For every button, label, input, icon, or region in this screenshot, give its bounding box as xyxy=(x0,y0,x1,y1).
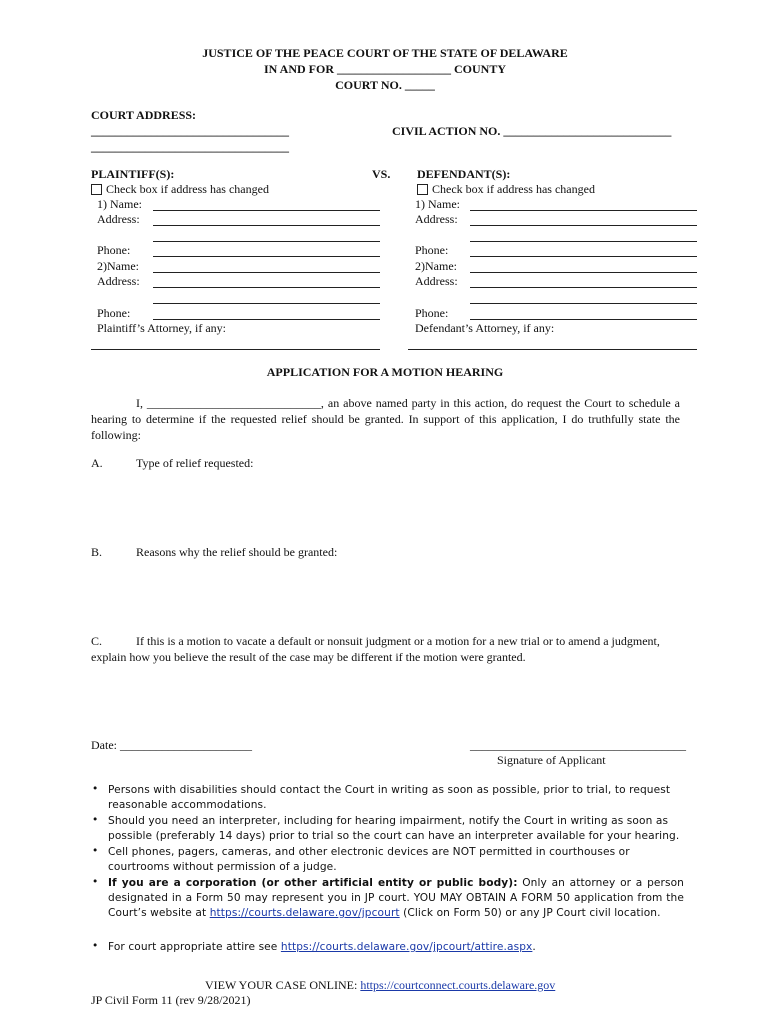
defendant-address2-field-2[interactable] xyxy=(470,303,697,304)
section-b-text: Reasons why the relief should be granted: xyxy=(136,545,338,559)
plaintiff-address1-field[interactable] xyxy=(153,225,380,226)
bullet-icon: • xyxy=(92,814,99,826)
plaintiff-address-changed[interactable] xyxy=(91,182,269,197)
bullet-icon: • xyxy=(92,845,99,857)
plaintiff-phone2-field[interactable] xyxy=(153,319,380,320)
defendant-checkbox-label: Check box if address has changed xyxy=(432,182,595,196)
attire-link[interactable]: https://courts.delaware.gov/jpcourt/attire.aspx xyxy=(280,941,533,953)
defendant-phone2-label: Phone: xyxy=(415,306,449,320)
notice-corporation-bold: If you are a corporation (or other artificial entity or public body): xyxy=(108,877,518,889)
county-line: IN AND FOR ___________________ COUNTY xyxy=(263,62,506,76)
plaintiff-name2-field[interactable] xyxy=(153,272,380,273)
jpcourt-link[interactable]: https://courts.delaware.gov/jpcourt xyxy=(209,907,400,919)
defendant-checkbox[interactable] xyxy=(417,184,428,195)
defendant-name2-label: 2)Name: xyxy=(415,259,457,273)
defendant-heading: DEFENDANT(S): xyxy=(417,167,511,181)
view-case-online: VIEW YOUR CASE ONLINE: https://courtconnect.courts.delaware.gov xyxy=(205,978,556,992)
defendant-attorney-field[interactable] xyxy=(408,349,697,350)
bullet-icon: • xyxy=(92,783,99,795)
plaintiff-address2-field[interactable] xyxy=(153,287,380,288)
plaintiff-address2-field-2[interactable] xyxy=(153,303,380,304)
defendant-name1-field[interactable] xyxy=(470,210,697,211)
courtconnect-link[interactable]: https://courtconnect.courts.delaware.gov xyxy=(360,978,556,992)
court-number-line: COURT NO. _____ xyxy=(335,78,435,92)
plaintiff-address1-field-2[interactable] xyxy=(153,241,380,242)
defendant-address1-field-2[interactable] xyxy=(470,241,697,242)
bullet-icon: • xyxy=(92,940,99,952)
signature-label: Signature of Applicant xyxy=(497,753,606,767)
bullet-icon: • xyxy=(92,876,99,888)
plaintiff-attorney-label: Plaintiff’s Attorney, if any: xyxy=(97,321,226,335)
defendant-phone1-label: Phone: xyxy=(415,243,449,257)
section-a-label: A. xyxy=(91,456,103,470)
defendant-address1-label: Address: xyxy=(415,212,458,226)
court-title: JUSTICE OF THE PEACE COURT OF THE STATE OF DELAWARE xyxy=(202,46,568,60)
defendant-phone1-field[interactable] xyxy=(470,256,697,257)
section-a-text: Type of relief requested: xyxy=(136,456,254,470)
signature-line[interactable]: ____________________________________ xyxy=(470,738,686,752)
defendant-attorney-label: Defendant’s Attorney, if any: xyxy=(415,321,555,335)
plaintiff-checkbox-label: Check box if address has changed xyxy=(106,182,269,196)
defendant-address1-field[interactable] xyxy=(470,225,697,226)
application-intro: I, _____________________________, an above named party in this action, do request the Court to schedule a hearing to determine if the requested relief should be granted. In support of this application, I do truthfully state the following: xyxy=(91,396,680,442)
section-c-label: C. xyxy=(91,634,103,648)
section-c-text-2: explain how you believe the result of the case may be different if the motion were granted. xyxy=(91,650,526,664)
defendant-name1-label: 1) Name: xyxy=(415,197,460,211)
plaintiff-attorney-field[interactable] xyxy=(91,349,380,350)
defendant-name2-field[interactable] xyxy=(470,272,697,273)
defendant-phone2-field[interactable] xyxy=(470,319,697,320)
plaintiff-heading: PLAINTIFF(S): xyxy=(91,167,175,181)
defendant-address2-field[interactable] xyxy=(470,287,697,288)
court-address-line-2[interactable]: _________________________________ xyxy=(91,140,289,154)
plaintiff-name1-field[interactable] xyxy=(153,210,380,211)
date-field[interactable]: Date: ______________________ xyxy=(91,738,252,752)
plaintiff-phone1-label: Phone: xyxy=(97,243,131,257)
defendant-address-changed[interactable] xyxy=(417,182,595,197)
section-c-text: If this is a motion to vacate a default or nonsuit judgment or a motion for a new trial or to amend a judgment, xyxy=(136,634,660,648)
versus-label: VS. xyxy=(372,167,391,181)
plaintiff-address2-label: Address: xyxy=(97,274,140,288)
plaintiff-phone2-label: Phone: xyxy=(97,306,131,320)
form-identifier: JP Civil Form 11 (rev 9/28/2021) xyxy=(91,993,251,1007)
plaintiff-phone1-field[interactable] xyxy=(153,256,380,257)
plaintiff-name1-label: 1) Name: xyxy=(97,197,142,211)
plaintiff-name2-label: 2)Name: xyxy=(97,259,139,273)
plaintiff-checkbox[interactable] xyxy=(91,184,102,195)
civil-action-number[interactable]: CIVIL ACTION NO. ____________________________ xyxy=(392,124,672,138)
defendant-address2-label: Address: xyxy=(415,274,458,288)
section-b-label: B. xyxy=(91,545,103,559)
plaintiff-address1-label: Address: xyxy=(97,212,140,226)
court-address-label: COURT ADDRESS: xyxy=(91,108,197,122)
application-title: APPLICATION FOR A MOTION HEARING xyxy=(266,365,504,379)
court-address-line-1[interactable]: _________________________________ xyxy=(91,124,289,138)
